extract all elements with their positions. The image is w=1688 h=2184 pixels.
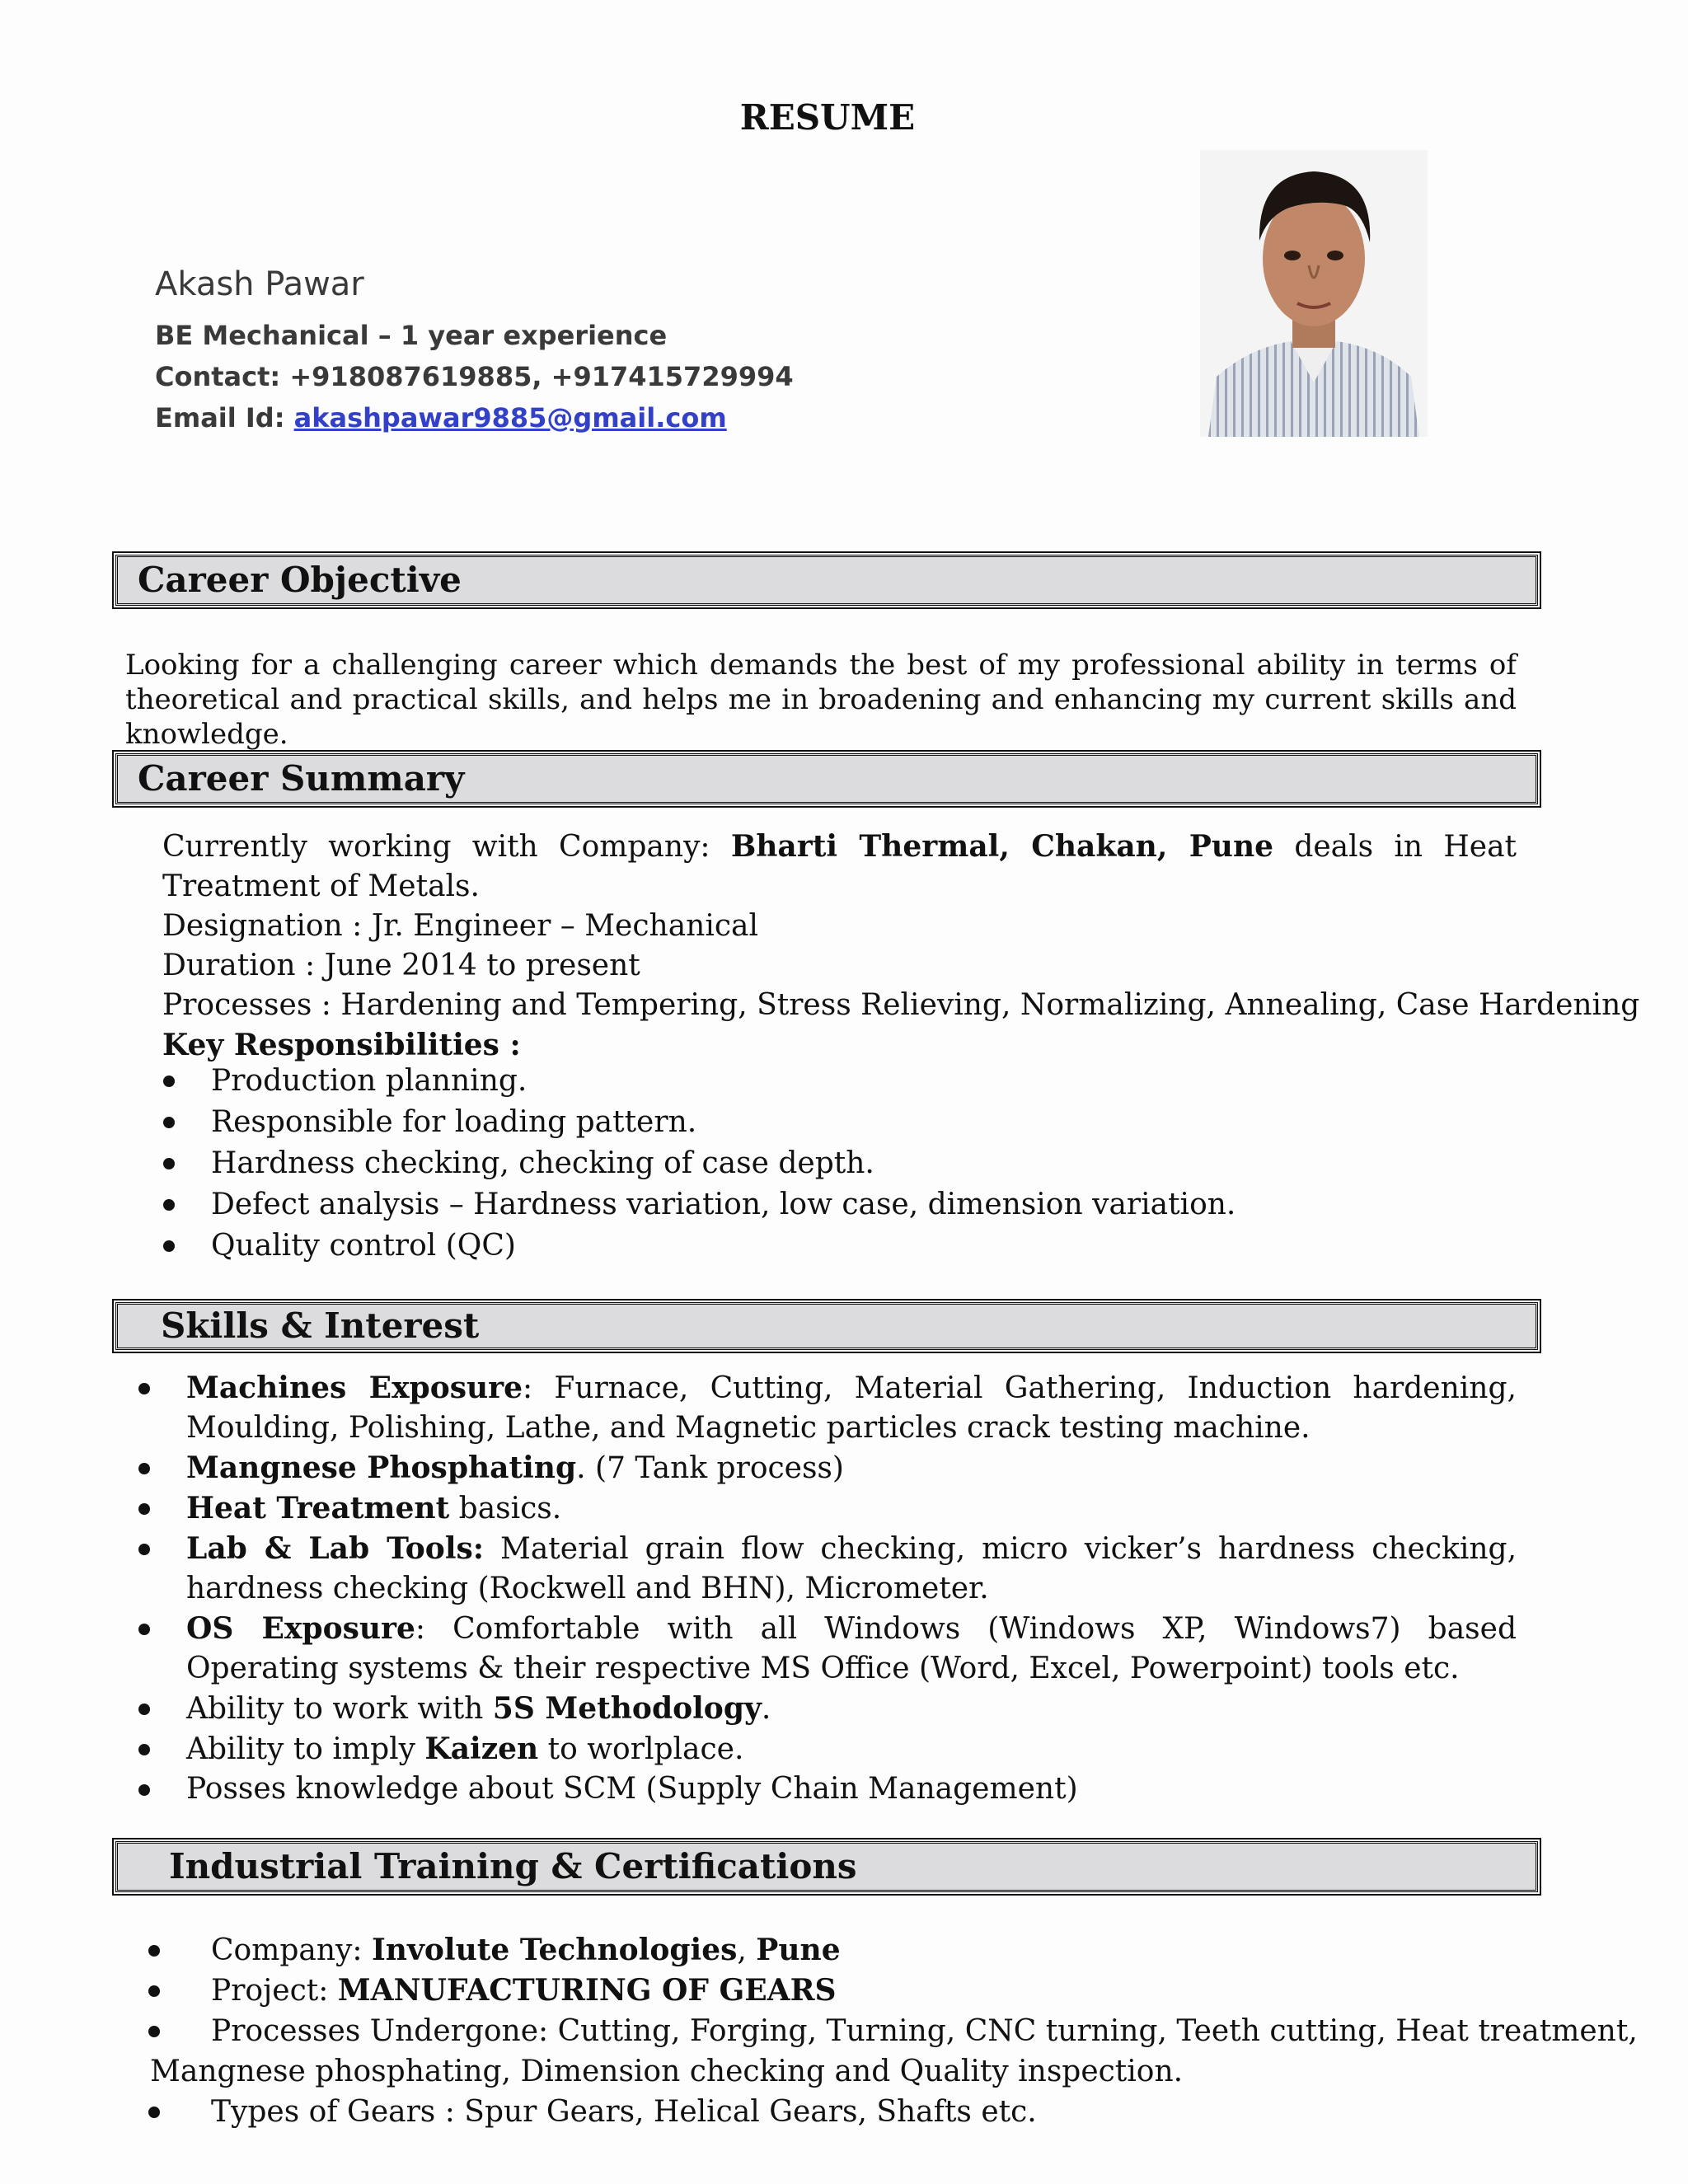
list-item: Lab & Lab Tools: Material grain flow checking, micro vicker’s hardness checking, hardness checking (Rockwell and BHN), Micrometer. (186, 1529, 1517, 1609)
skills-heading: Skills & Interest (115, 1302, 1538, 1350)
duration: Duration : June 2014 to present (162, 949, 640, 982)
bullet-icon (138, 1784, 150, 1796)
contact-label: Contact: (155, 361, 281, 392)
bullet-icon (163, 1076, 175, 1087)
key-responsibilities-label: Key Responsibilities : (162, 1028, 521, 1062)
career-objective-text: Looking for a challenging career which demands the best of my professional ability in terms of theoretical and practical skills, and helps me in broadening and enhancing my current skills and knowledge. (125, 649, 1517, 751)
contact-value: +918087619885, +917415729994 (289, 361, 794, 392)
bullet-icon (138, 1503, 150, 1515)
bullet-icon (138, 1704, 150, 1715)
list-item: Posses knowledge about SCM (Supply Chain Management) (186, 1769, 1517, 1809)
list-item: Heat Treatment basics. (186, 1488, 1517, 1529)
bullet-icon (148, 1985, 160, 1997)
list-item: Quality control (QC) (211, 1226, 1513, 1267)
responsibilities-list (211, 1061, 1513, 1267)
bullet-icon (138, 1383, 150, 1394)
processes: Processes : Hardening and Tempering, Stress Relieving, Normalizing, Annealing, Case Hardening (162, 988, 1640, 1022)
list-item: Types of Gears : Spur Gears, Helical Gears, Shafts etc. (148, 2092, 1525, 2132)
bullet-icon (148, 1945, 160, 1957)
bullet-icon (163, 1158, 175, 1169)
page-title: RESUME (739, 97, 916, 138)
company-name: Bharti Thermal, Chakan, Pune (730, 829, 1274, 864)
bullet-icon (163, 1240, 175, 1252)
training-heading: Industrial Training & Certifications (115, 1841, 1538, 1892)
email-line (155, 397, 794, 438)
bullet-icon (138, 1544, 150, 1555)
bullet-icon (148, 2107, 160, 2118)
bullet-icon (163, 1199, 175, 1211)
bullet-icon (138, 1624, 150, 1635)
profile-photo-illustration (1200, 150, 1428, 437)
profile-photo (1200, 150, 1428, 437)
list-item: Responsible for loading pattern. (211, 1102, 1513, 1143)
career-objective-heading: Career Objective (115, 555, 1538, 606)
email-label: Email Id: (155, 402, 285, 434)
list-item: Processes Undergone: Cutting, Forging, Turning, CNC turning, Teeth cutting, Heat treatment, (148, 2011, 1525, 2051)
career-summary-heading: Career Summary (115, 753, 1538, 804)
list-item: OS Exposure: Comfortable with all Windows (Windows XP, Windows7) based Operating systems & their respective MS Office (Word, Excel, Powerpoint) tools etc. (186, 1609, 1517, 1689)
bullet-icon (148, 2026, 160, 2037)
bullet-icon (138, 1744, 150, 1755)
current-company: Currently working with Company: Bharti Thermal, Chakan, Pune deals in Heat Treatment of Metals. (162, 829, 1517, 903)
career-summary-details (162, 827, 1640, 1066)
list-item: Production planning. (211, 1061, 1513, 1102)
list-item: Project: MANUFACTURING OF GEARS (148, 1971, 1525, 2011)
bullet-icon (163, 1117, 175, 1128)
skills-list (186, 1368, 1517, 1809)
contact-line (155, 356, 794, 397)
contact-header (155, 265, 794, 438)
list-item: Machines Exposure: Furnace, Cutting, Material Gathering, Induction hardening, Moulding, Polishing, Lathe, and Magnetic particles crack testing machine. (186, 1368, 1517, 1448)
designation: Designation : Jr. Engineer – Mechanical (162, 909, 759, 943)
email-link[interactable]: akashpawar9885@gmail.com (293, 402, 727, 434)
list-item: Ability to imply Kaizen to worlplace. (186, 1729, 1517, 1769)
training-details (148, 1930, 1638, 2132)
list-item: Company: Involute Technologies, Pune (148, 1930, 1525, 1971)
list-item: Ability to work with 5S Methodology. (186, 1689, 1517, 1729)
processes-continuation: Mangnese phosphating, Dimension checking and Quality inspection. (150, 2055, 1184, 2088)
bullet-icon (138, 1463, 150, 1474)
qualification: BE Mechanical – 1 year experience (155, 320, 668, 351)
list-item: Hardness checking, checking of case depth. (211, 1143, 1513, 1184)
list-item: Defect analysis – Hardness variation, low case, dimension variation. (211, 1184, 1513, 1226)
candidate-name: Akash Pawar (155, 265, 364, 303)
list-item: Mangnese Phosphating. (7 Tank process) (186, 1448, 1517, 1488)
